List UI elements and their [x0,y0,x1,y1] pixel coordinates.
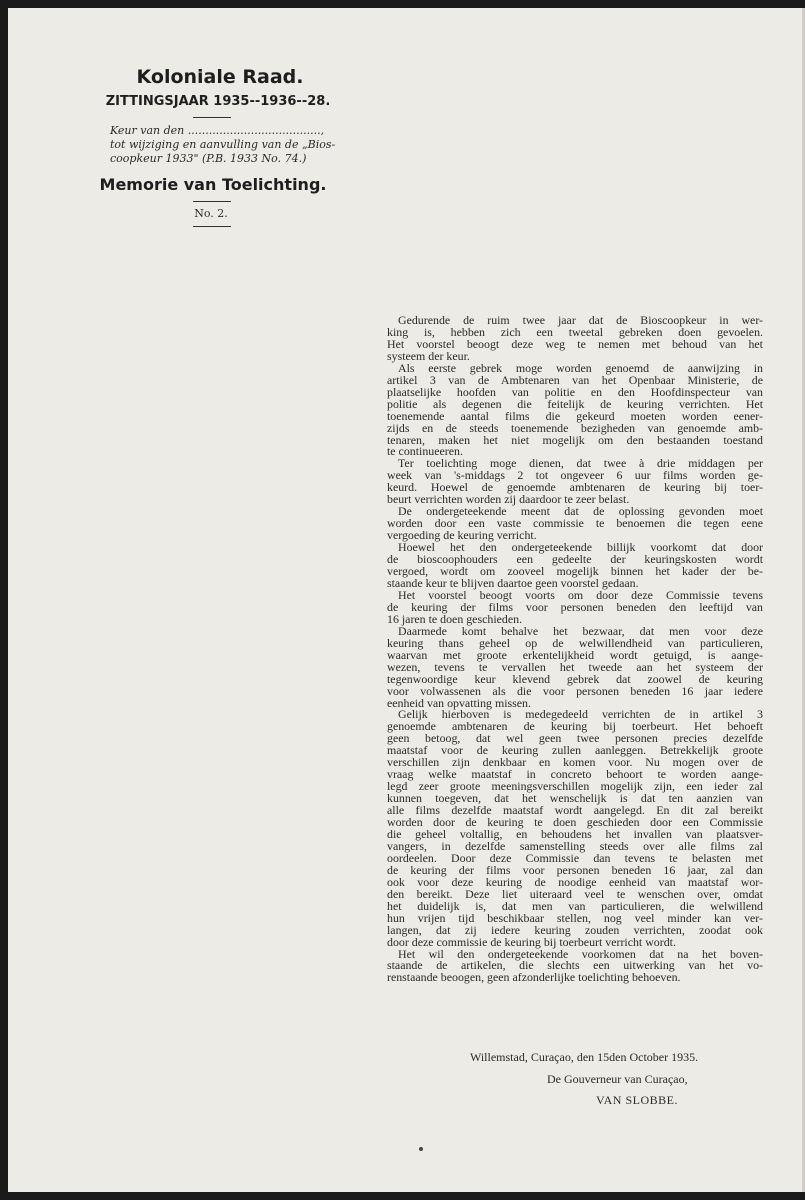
text-line: toenemende aantal films die gekeurd moeten worden eener- [387,408,763,423]
text-line: Het voorstel beoogt deze weg te nemen met behoud van het [387,336,763,351]
text-line: oordeelen. Door deze Commissie dan tevens te belasten met [387,850,763,865]
text-line: hun vrijen tijd beschikbaar stellen, nog veel minder kan ver- [387,910,763,925]
text-line: legd zeer groote meeningsverschillen mogelijk zijn, een ieder zal [387,779,763,794]
text-line: king is, hebben zich een tweetal gebreken doen gevoelen. [387,324,763,339]
text-line: langen, dat zij iedere keuring zouden verrichten, zoodat ook [387,922,763,937]
text-line: Het voorstel beoogt voorts om door deze Commissie tevens [398,587,763,602]
text-line: Ter toelichting moge dienen, dat twee à drie middagen per [398,456,763,471]
text-line: renstaande beoogen, geen afzonderlijke toelichting behoeven. [387,970,681,985]
text-line: het duidelijk is, dat men van particulieren, die welwillend [387,898,763,913]
text-line: Hoewel het den ondergeteekende billijk voorkomt dat door [398,540,763,555]
text-line: ook voor deze keuring de noodige eenheid van maatstaf wor- [387,874,763,889]
signature-name: VAN SLOBBE. [596,1093,678,1107]
text-line: door deze commissie de keuring bij toerbeurt verricht wordt. [387,934,676,949]
text-line: de bioscoophouders een gedeelte der keuringskosten wordt [387,552,763,567]
text-line: vergoed, wordt om zooveel mogelijk binnen het kader der be- [387,564,763,579]
number-rule-top [193,201,231,202]
text-line: Daarmede komt behalve het bezwaar, dat men voor deze [398,623,763,638]
text-line: zijds en de steeds toenemende bezigheden van genoemde amb- [387,420,763,435]
text-line: waarvan met groote erkentelijkheid wordt getuigd, is aange- [387,647,763,662]
document-number: No. 2. [194,207,228,220]
text-line: tegenwoordige keur klevend gebrek dat zoowel de keuring [387,671,763,686]
text-line: geen betoog, dat wel geen twee personen precies dezelfde [387,731,763,746]
text-line: alle films dezelfde maatstaf wordt aangelegd. En dit zal bereikt [387,803,763,818]
text-line: vraag welke maatstaf in concreto behoort te worden aange- [387,767,763,782]
text-line: den bereikt. Deze liet uiteraard veel te wenschen over, omdat [387,886,763,901]
text-line: de keuring der films voor personen beneden 16 jaar, zal dan [387,862,763,877]
document-type: Memorie van Toelichting. [99,175,327,194]
text-line: staande de artikelen, die slechts een uitwerking van het vo- [387,958,763,973]
text-line: Gedurende de ruim twee jaar dat de Bioscoopkeur in wer- [398,313,763,327]
text-line: Als eerste gebrek moge worden genoemd de aanwijzing in [398,360,763,375]
text-line: wezen, tevens te vervallen het tweede aan het systeem der [387,659,763,674]
session-year: ZITTINGSJAAR 1935--1936--28. [105,94,331,109]
text-line: Gelijk hierboven is medegedeeld verrichten de in artikel 3 [398,707,763,722]
text-line: staande keur te blijven daartoe geen voorstel gedaan. [387,575,639,590]
subject-line: tot wijziging en aanvulling van de „Bios- [110,138,336,151]
council-title: Koloniale Raad. [136,66,304,88]
text-line: keurd. Hoewel de genoemde ambtenaren de keuring bij toer- [387,480,763,495]
text-line: die geheel voltallig, en behoudens het invallen van plaatsver- [387,826,763,841]
text-line: De ondergeteekende meent dat de oplossing gevonden moet [398,504,763,519]
subject-line: coopkeur 1933" (P.B. 1933 No. 74.) [110,152,307,165]
text-line: te continueeren. [387,444,463,459]
text-line: eenheid van opvatting missen. [387,695,531,710]
text-line: 16 jaren te doen geschieden. [387,611,523,626]
text-line: genoemde ambtenaren de keuring bij toerbeurt. Het behoeft [387,719,763,734]
text-line: voor volwassenen als die voor personen beneden 16 jaar iedere [387,683,763,698]
text-line: keuring thans geheel op de welwillendheid van particulieren, [387,635,763,650]
text-line: systeem der keur. [387,348,470,363]
text-line: kunnen toegeven, dat het wenschelijk is dat ten aanzien van [387,791,763,806]
text-line: Het wil den ondergeteekende voorkomen dat na het boven- [398,946,763,961]
explanatory-memorandum-text [387,315,763,984]
text-line: tenaren, maken het niet mogelijk om den bestaanden toestand [387,432,763,447]
text-line: week van 's-middags 2 tot ongeveer 6 uur films worden ge- [387,468,763,483]
text-line: plaatselijke hoofden van politie en den Hoofdinspecteur van [387,384,763,399]
subject-line: Keur van den ......................................, [110,124,325,137]
governor-office: De Gouverneur van Curaçao, [547,1072,688,1086]
text-line: verschillen zijn denkbaar en komen voor. Nu mogen over de [387,755,763,770]
text-line: vangers, in dezelfde samenstelling steeds over alle films zal [387,838,763,853]
page-mark [419,1147,423,1151]
text-line: de keuring der films voor personen beneden den leeftijd van [387,599,763,614]
text-line: maatstaf voor de keuring zullen aanleggen. Betrekkelijk groote [387,743,763,758]
text-line: politie als degenen die feitelijk de keuring verrichten. Het [387,396,763,411]
number-rule-bottom [193,226,231,227]
text-line: beurt verrichten worden zij daardoor te zeer belast. [387,492,630,507]
place-date: Willemstad, Curaçao, den 15den October 1935. [470,1050,699,1064]
subject-block [110,124,350,166]
text-line: vergoeding de keuring verricht. [387,528,537,543]
text-line: artikel 3 van de Ambtenaren van het Openbaar Ministerie, de [387,372,763,387]
header-rule [193,117,231,118]
text-line: worden door de keuring te doen geschieden door een Commissie [387,815,763,830]
text-line: worden door een vaste commissie te benoemen die tegen eene [387,516,763,531]
